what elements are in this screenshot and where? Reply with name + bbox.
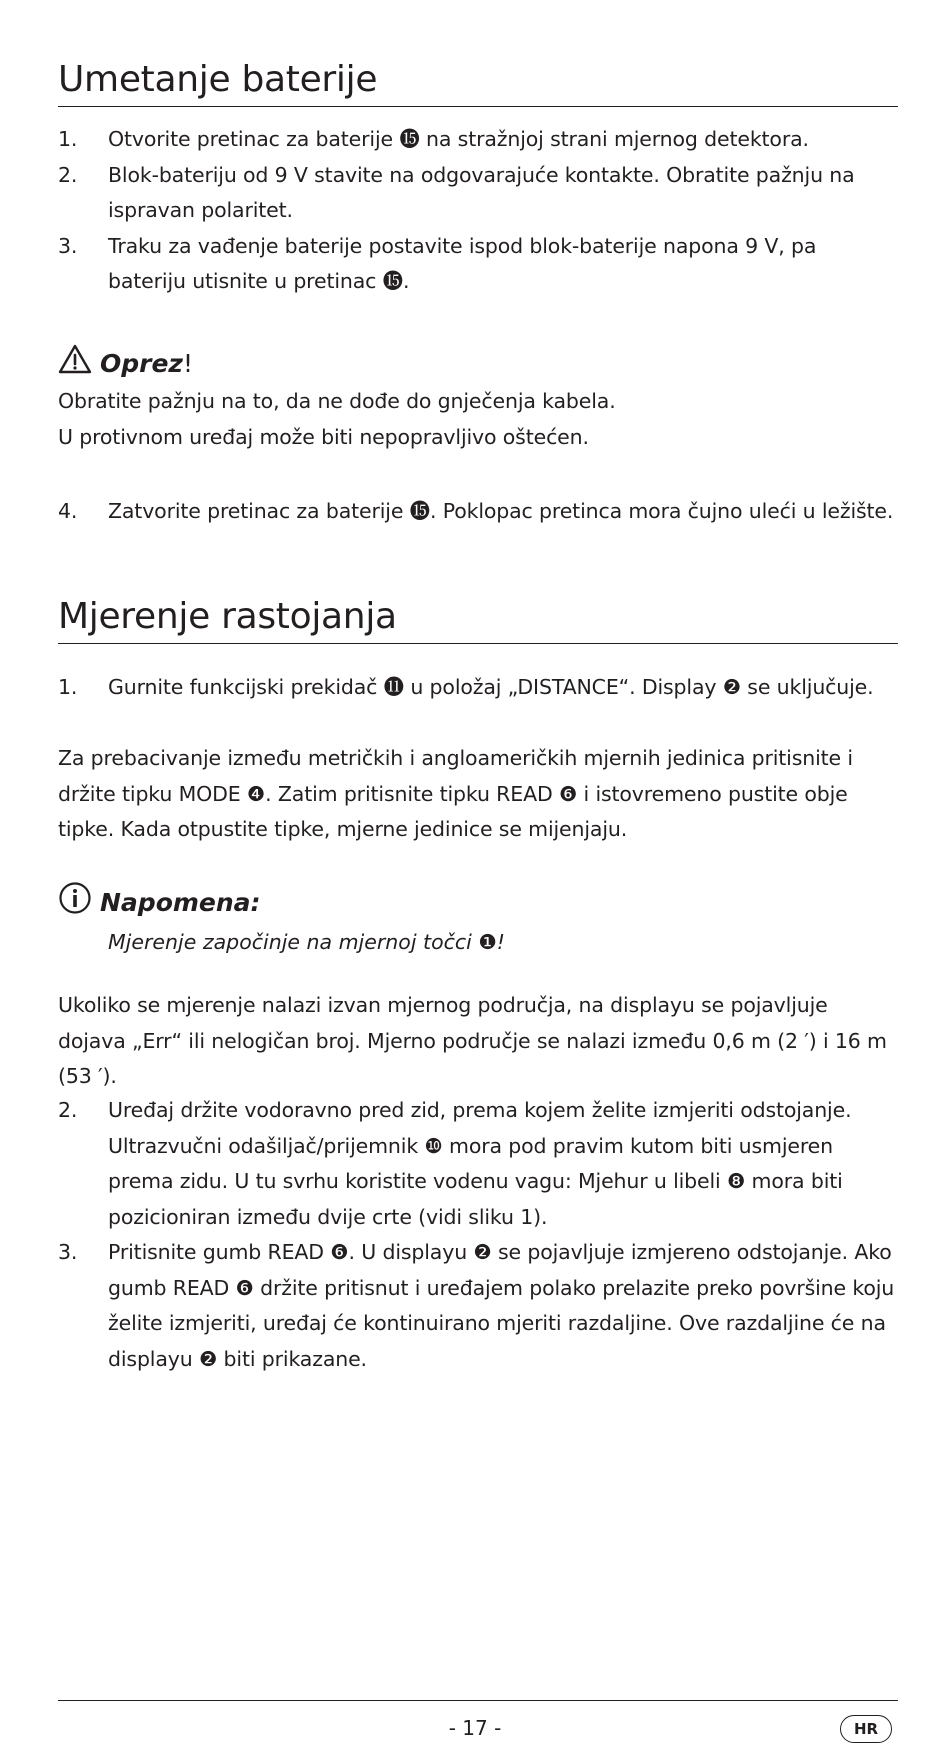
list-item — [58, 158, 898, 229]
distance-step-1 — [58, 670, 898, 706]
step-number: 2. — [58, 162, 78, 187]
note-heading — [58, 881, 898, 925]
step-text: Traku za vađenje baterije postavite ispod blok-baterije napona 9 V, pa bateriju utisnite u pretinac ⓯. — [108, 233, 817, 293]
distance-steps-list — [58, 1093, 898, 1377]
caution-line-2: U protivnom uređaj može biti nepopravljivo oštećen. — [58, 424, 589, 449]
units-paragraph: Za prebacivanje između metričkih i angloameričkih mjernih jedinica pritisnite i držite tipku MODE ❹. Zatim pritisnite tipku READ ❻ i istovremeno pustite obje tipke. Kada otpustite tipke, mjerne jedinice se mijenjaju. — [58, 746, 853, 841]
section-title-battery: Umetanje baterije — [58, 60, 898, 107]
list-item — [58, 670, 898, 706]
caution-line-1: Obratite pažnju na to, da ne dođe do gnječenja kabela. — [58, 389, 616, 413]
info-circle-icon — [58, 881, 92, 925]
list-item — [58, 229, 898, 300]
list-item — [58, 122, 898, 158]
step-number: 4. — [58, 499, 78, 523]
step-number: 3. — [58, 1240, 78, 1264]
step-number: 1. — [58, 127, 78, 151]
step-number: 3. — [58, 233, 78, 258]
battery-step-4 — [58, 494, 898, 530]
warning-triangle-icon — [58, 344, 92, 384]
caution-box — [58, 344, 898, 455]
battery-steps-list — [58, 122, 898, 300]
page-number: - 17 - — [448, 1716, 502, 1740]
caution-exclamation: ! — [182, 349, 194, 378]
step-number: 1. — [58, 675, 78, 699]
note-box — [58, 881, 898, 961]
step-number: 2. — [58, 1098, 78, 1122]
step-text: Zatvorite pretinac za baterije ⓯. Poklopac pretinca mora čujno uleći u ležište. — [108, 499, 894, 523]
note-label: Napomena: — [100, 888, 261, 917]
language-badge: HR — [840, 1715, 892, 1743]
range-paragraph: Ukoliko se mjerenje nalazi izvan mjernog područja, na displayu se pojavljuje dojava „Err“ ili nelogičan broj. Mjerno područje se nalazi između 0,6 m (2 ′) i 16 m (53 ′). — [58, 993, 887, 1088]
list-item — [58, 1235, 898, 1377]
list-item — [58, 494, 898, 530]
list-item — [58, 1093, 898, 1235]
section-title-distance: Mjerenje rastojanja — [58, 597, 898, 644]
step-text: Uređaj držite vodoravno pred zid, prema kojem želite izmjeriti odstojanje. Ultrazvučni odašiljač/prijemnik ❿ mora pod pravim kutom biti usmjeren prema zidu. U tu svrhu koristite vodenu vagu: Mjehur u libeli ❽ mora biti pozicioniran između dvije crte (vidi sliku 1). — [108, 1098, 852, 1229]
footer-divider — [58, 1700, 898, 1701]
step-text: Pritisnite gumb READ ❻. U displayu ❷ se pojavljuje izmjereno odstojanje. Ako gumb READ ❻ držite pritisnut i uređajem polako prelazite preko površine koju želite izmjeriti, uređaj će kontinuirano mjeriti razdaljine. Ove razdaljine će na displayu ❷ biti prikazane. — [108, 1240, 895, 1371]
caution-label: Oprez — [100, 349, 183, 378]
step-text: Otvorite pretinac za baterije ⓯ na stražnjoj strani mjernog detektora. — [108, 127, 809, 151]
caution-heading — [58, 344, 898, 384]
step-text: Blok-bateriju od 9 V stavite na odgovarajuće kontakte. Obratite pažnju na ispravan polaritet. — [108, 162, 855, 222]
step-text: Gurnite funkcijski prekidač ⓫ u položaj „DISTANCE“. Display ❷ se uključuje. — [108, 675, 874, 699]
note-text: Mjerenje započinje na mjernoj točci ❶! — [108, 930, 505, 954]
